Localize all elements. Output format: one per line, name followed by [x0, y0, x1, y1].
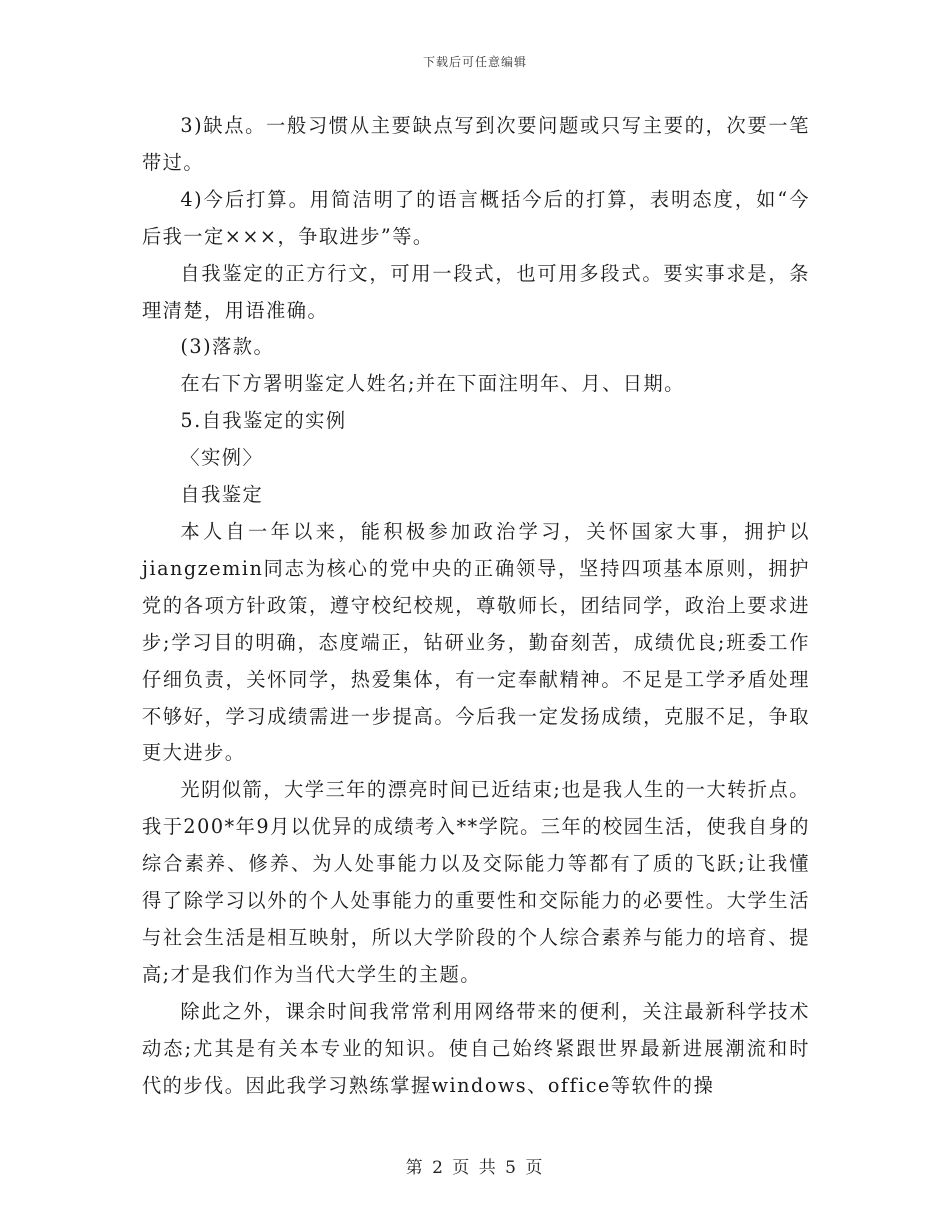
paragraph-example-two: 光阴似箭，大学三年的漂亮时间已近结束;也是我人生的一大转折点。我于200*年9月以优异的成绩考入**学院。三年的校园生活，使我自身的综合素养、修养、为人处事能力以及交际能力等都有了质的飞跃;让我懂得了除学习以外的个人处事能力的重要性和交际能力的必要性。大学生活与社会生活是相互映射，所以大学阶段的个人综合素养与能力的培育、提高;才是我们作为当代大学生的主题。: [142, 778, 810, 986]
paragraph-format-guidance: 自我鉴定的正方行文，可用一段式，也可用多段式。要实事求是，条理清楚，用语准确。: [142, 261, 810, 322]
paragraph-future-plans: 4)今后打算。用简洁明了的语言概括今后的打算，表明态度，如“今后我一定×××，争取进步”等。: [142, 187, 810, 248]
section-heading-examples: 5.自我鉴定的实例: [180, 409, 347, 433]
example-title: 自我鉴定: [180, 483, 264, 507]
page-number: 第 2 页 共 5 页: [405, 1158, 545, 1178]
paragraph-signature-heading: (3)落款。: [180, 335, 275, 359]
paragraph-example-one: 本人自一年以来，能积极参加政治学习，关怀国家大事，拥护以jiangzemin同志为核心的党中央的正确领导，坚持四项基本原则，拥护党的各项方针政策，遵守校纪校规，尊敬师长，团结同学，政治上要求进步;学习目的明确，态度端正，钻研业务，勤奋刻苦，成绩优良;班委工作仔细负责，关怀同学，热爱集体，有一定奉献精神。不足是工学矛盾处理不够好，学习成绩需进一步提高。今后我一定发扬成绩，克服不足，争取更大进步。: [142, 519, 810, 765]
example-label: 〈实例〉: [180, 446, 264, 470]
paragraph-signature-instructions: 在右下方署明鉴定人姓名;并在下面注明年、月、日期。: [180, 372, 685, 396]
page-header-note: 下载后可任意编辑: [422, 55, 527, 69]
paragraph-shortcomings: 3)缺点。一般习惯从主要缺点写到次要问题或只写主要的，次要一笔带过。: [142, 114, 810, 174]
paragraph-example-three: 除此之外，课余时间我常常利用网络带来的便利，关注最新科学技术动态;尤其是有关本专业的知识。使自己始终紧跟世界最新进展潮流和时代的步伐。因此我学习熟练掌握windows、office等软件的操: [142, 999, 810, 1097]
document-body: [142, 108, 810, 1104]
